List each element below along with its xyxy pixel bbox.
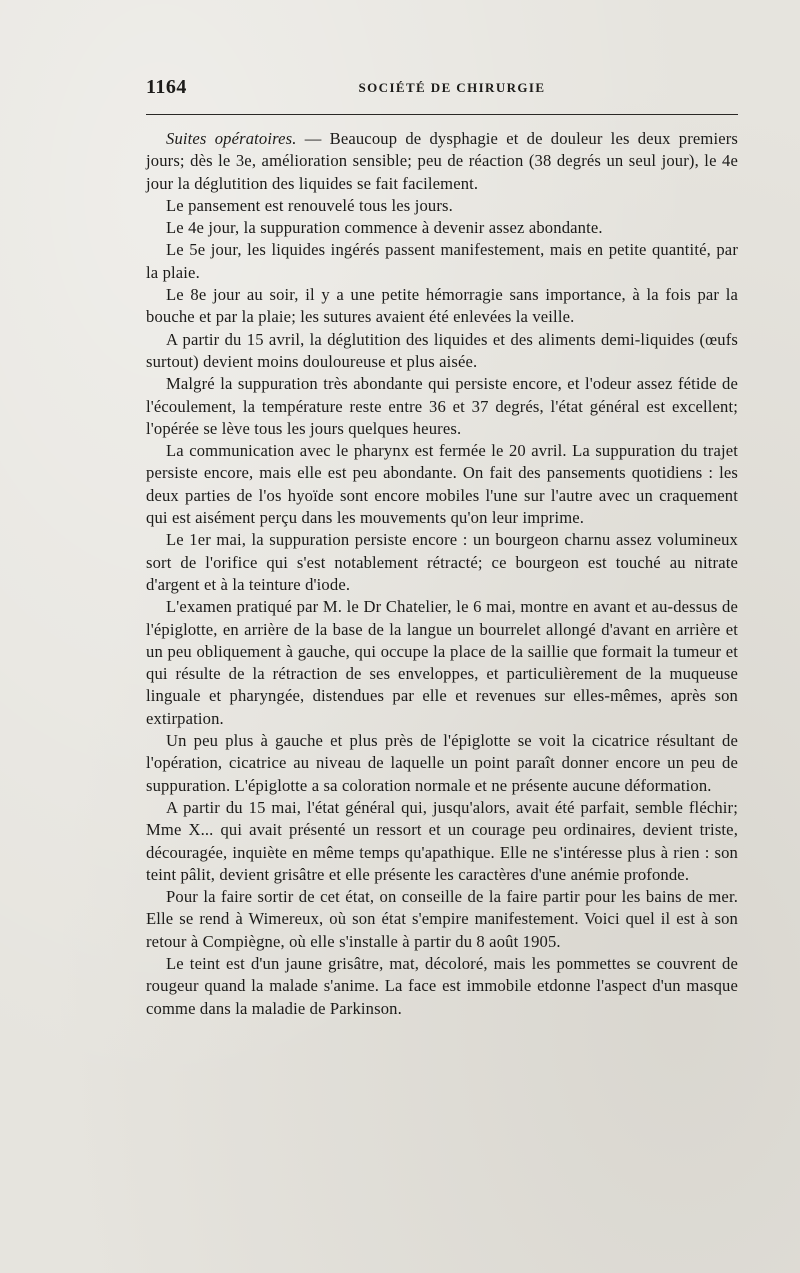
page-header [146,76,738,102]
paragraph: Le 4e jour, la suppuration commence à devenir assez abondante. [166,218,603,238]
paragraph-lead: Suites opératoires. [166,129,297,148]
paragraph: Un peu plus à gauche et plus près de l'épiglotte se voit la cicatrice résultant de l'opération, cicatrice au niveau de laquelle un point paraît donner encore un peu de suppuration. L'épiglotte a sa coloration normale et ne présente aucune déformation. [146,731,738,795]
paragraph: A partir du 15 mai, l'état général qui, jusqu'alors, avait été parfait, semble fléchir; Mme X... qui avait présenté un ressort et un courage peu ordinaires, devient triste, découragée, inquiète en même temps qu'apathique. Elle ne s'intéresse plus à rien : son teint pâlit, devient grisâtre et elle présente les caractères d'une anémie profonde. [146,797,738,884]
paragraph [146,128,738,195]
paragraph: L'examen pratiqué par M. le Dr Chatelier, le 6 mai, montre en avant et au-dessus de l'épiglotte, en arrière de la base de la langue un bourrelet allongé d'avant en arrière et un peu obliquement à gauche, qui occupe la place de la saillie que formait la tumeur et qui résulte de la rétraction de ses enveloppes, et particulièrement de la muqueuse linguale et pharyngée, distendues par elle et revenues sur elles-mêmes, après son extirpation. [146,597,738,728]
paragraph: Malgré la suppuration très abondante qui persiste encore, et l'odeur assez fétide de l'écoulement, la température reste entre 36 et 37 degrés, l'état général est excellent; l'opérée se lève tous les jours quelques heures. [146,374,738,438]
page-number: 1164 [146,76,187,98]
paragraph: A partir du 15 avril, la déglutition des liquides et des aliments demi-liquides (œufs surtout) devient moins douloureuse et plus aisée. [146,329,738,371]
header-rule [146,114,738,115]
paragraph: Le 8e jour au soir, il y a une petite hémorragie sans importance, à la fois par la bouche et par la plaie; les sutures avaient été enlevées la veille. [146,285,738,327]
running-title: SOCIÉTÉ DE CHIRURGIE [358,80,546,95]
paragraph: Le teint est d'un jaune grisâtre, mat, décoloré, mais les pommettes se couvrent de rougeur quand la malade s'anime. La face est immobile etdonne l'aspect d'un masque comme dans la maladie de Parkinson. [146,953,738,1018]
paragraph: Le 5e jour, les liquides ingérés passent manifestement, mais en petite quantité, par la plaie. [146,240,738,282]
paragraph: Le pansement est renouvelé tous les jours. [166,195,453,215]
paragraph: Pour la faire sortir de cet état, on conseille de la faire partir pour les bains de mer. Elle se rend à Wimereux, où son état s'empire manifestement. Voici quel il est à son retour à Compiègne, où elle s'installe à partir du 8 août 1905. [146,887,738,951]
body-text [146,128,738,1020]
paragraph: La communication avec le pharynx est fermée le 20 avril. La suppuration du trajet persiste encore, mais elle est peu abondante. On fait des pansements quotidiens : les deux parties de l'os hyoïde sont encore mobiles l'une sur l'autre avec un craquement qui est aisément perçu dans les mouvements qu'on leur imprime. [146,441,738,528]
paragraph-text: — Beaucoup de dysphagie et de douleur les deux premiers jours; dès le 3e, amélioration sensible; peu de réaction (38 degrés un seul jour), le 4e jour la déglutition des liquides se fait facilement. [146,129,738,193]
paragraph: Le 1er mai, la suppuration persiste encore : un bourgeon charnu assez volumineux sort de l'orifice qui s'est notablement rétracté; ce bourgeon est touché au nitrate d'argent et à la teinture d'iode. [146,530,738,594]
